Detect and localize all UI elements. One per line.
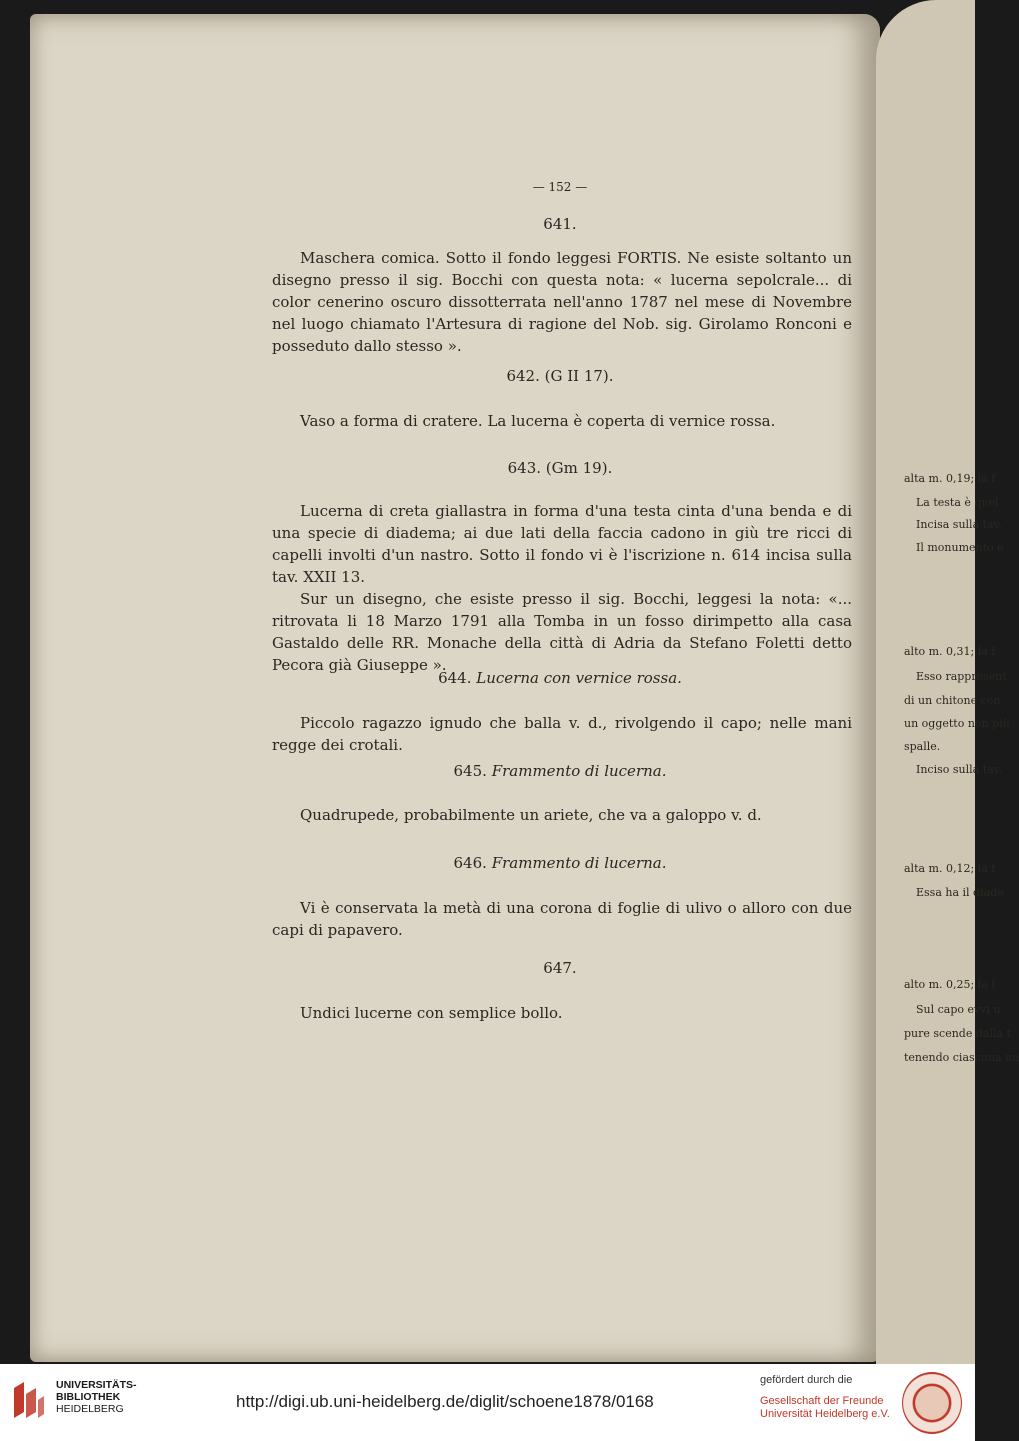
library-name: UNIVERSITÄTS- BIBLIOTHEK HEIDELBERG: [56, 1379, 137, 1415]
facing-line: Sul capo evvi u: [916, 1003, 1001, 1016]
entry-646-text: Vi è conservata la metà di una corona di foglie di ulivo o alloro con due capi di papavero.: [272, 899, 852, 939]
facing-line: alto m. 0,25; la f: [904, 978, 996, 991]
entry-646-heading: 646. Frammento di lucerna.: [453, 854, 667, 872]
facing-line: La testa è quel: [916, 496, 999, 509]
entry-641-text: Maschera comica. Sotto il fondo leggesi FORTIS. Ne esiste soltanto un disegno presso il sig. Bocchi con questa nota: « lucerna sepolcrale... di color cenerino oscuro dissotterrata nell'anno 1787 nel mese di Novembre nel luogo chiamato l'Artesura di ragione del Nob. sig. Girolamo Ronconi e posseduto dallo stesso ».: [272, 249, 852, 355]
permalink-url[interactable]: http://digi.ub.uni-heidelberg.de/diglit/schoene1878/0168: [236, 1392, 654, 1411]
page-header: — 152 —: [532, 180, 588, 194]
facing-line: Esso rappresent: [916, 670, 1007, 683]
facing-line: Il monumento è: [916, 541, 1004, 554]
facing-page: [876, 0, 1019, 1364]
facing-line: di un chitone con: [904, 694, 1001, 707]
entry-642-text: Vaso a forma di cratere. La lucerna è coperta di vernice rossa.: [300, 412, 776, 430]
facing-line: spalle.: [904, 740, 941, 753]
entry-643-text: Lucerna di creta giallastra in forma d'una testa cinta d'una benda e di una specie di diadema; ai due lati della faccia cadono in giù tre ricci di capelli involti d'un nastro. Sotto il fondo vi è l'iscrizione n. 614 incisa sulla tav. XXII 13. Sur un disegno, che esiste presso il sig. Bocchi, leggesi la nota: «... ritrovata li 18 Marzo 1791 alla Tomba in un fosso dirimpetto alla casa Gastaldo delle RR. Monache della città di Adria da Stefano Foletti detto Pecora già Giuseppe ».: [272, 502, 852, 674]
facing-line: Essa ha il diade: [916, 886, 1004, 899]
entry-642-number: 642. (G II 17).: [506, 367, 614, 385]
facing-line: un oggetto non più: [904, 717, 1010, 730]
facing-line: pure scende dalla t: [904, 1027, 1011, 1040]
entry-645-heading: 645. Frammento di lucerna.: [453, 762, 667, 780]
entry-644-text: Piccolo ragazzo ignudo che balla v. d., rivolgendo il capo; nelle mani regge dei crotali.: [272, 714, 852, 754]
facing-line: Inciso sulla tav.: [916, 763, 1003, 776]
facing-line: alta m. 0,19; la f: [904, 472, 996, 485]
entry-647-text: Undici lucerne con semplice bollo.: [300, 1004, 563, 1022]
viewer-footer: [0, 1364, 975, 1441]
entry-645-text: Quadrupede, probabilmente un ariete, che va a galoppo v. d.: [300, 806, 762, 824]
entry-643-number: 643. (Gm 19).: [507, 459, 613, 477]
entry-644-heading: 644. Lucerna con vernice rossa.: [438, 669, 682, 687]
entry-641-number: 641.: [543, 215, 577, 233]
facing-line: tenendo ciascuna un: [904, 1051, 1019, 1064]
university-seal-icon: [902, 1372, 962, 1434]
facing-line: Incisa sulla tav.: [916, 518, 1003, 531]
entry-647-number: 647.: [543, 959, 577, 977]
sponsor-text: gefördert durch die Gesellschaft der Freunde Universität Heidelberg e.V.: [760, 1374, 890, 1420]
library-logo-icon: [10, 1378, 46, 1422]
facing-line: alta m. 0,12; la f: [904, 862, 996, 875]
facing-line: alto m. 0,31; la f: [904, 645, 996, 658]
